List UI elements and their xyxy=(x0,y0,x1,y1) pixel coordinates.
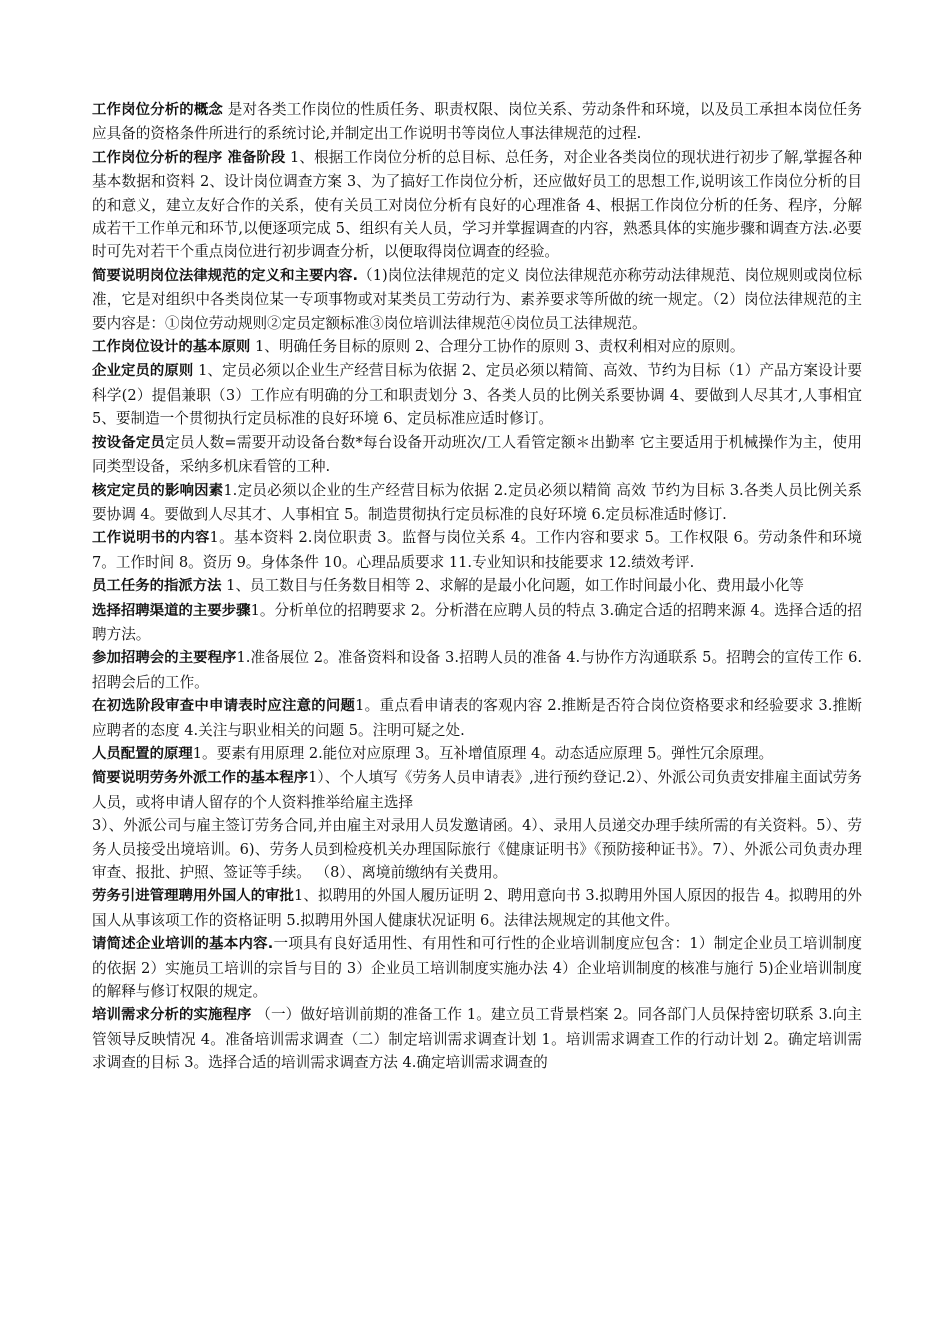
paragraph-text: 1。重点看申请表的客观内容 2.推断是否符合岗位资格要求和经验要求 3.推断应聘者的态度 4.关注与职业相关的问题 5。注明可疑之处. xyxy=(92,697,862,739)
paragraph-job-norms xyxy=(92,264,862,335)
paragraph-text: 1.定员必须以企业的生产经营目标为依据 2.定员必须以精简 高效 节约为目标 3.各类人员比例关系要协调 4。要做到人尽其才、人事相宜 5。制造贯彻执行定员标准的良好环境 6.定员标准适时修订. xyxy=(92,481,862,523)
paragraph-job-fair xyxy=(92,646,862,694)
paragraph-training-needs xyxy=(92,1003,862,1074)
document-body xyxy=(92,98,862,1075)
paragraph-training-content xyxy=(92,932,862,1003)
paragraph-job-design-principles xyxy=(92,335,862,359)
paragraph-text: 1、员工数目与任务数目相等 2、求解的是最小化问题，如工作时间最小化、费用最小化等 xyxy=(221,577,804,595)
paragraph-heading: 劳务引进管理聘用外国人的审批 xyxy=(92,888,294,905)
paragraph-text: （一）做好培训前期的准备工作 1。建立员工背景档案 2。同各部门人员保持密切联系 3.向主管领导反映情况 4。准备培训需求调查（二）制定培训需求调查计划 1。培训需求调查工作的行动计划 2。确定培训需求调查的目标 3。选择合适的培训需求调查方法 4.确定培训需求调查的 xyxy=(92,1006,862,1072)
paragraph-heading: 简要说明岗位法律规范的定义和主要内容. xyxy=(92,267,358,284)
paragraph-text: 定员人数=需要开动设备台数*每台设备开动班次/工人看管定额＊出勤率 它主要适用于机械操作为主，使用同类型设备，采纳多机床看管的工种. xyxy=(92,433,862,476)
paragraph-labor-dispatch xyxy=(92,766,862,884)
paragraph-text: 1。分析单位的招聘要求 2。分析潜在应聘人员的特点 3.确定合适的招聘来源 4。选择合适的招聘方法。 xyxy=(92,601,862,643)
paragraph-heading: 工作岗位分析的程序 准备阶段 xyxy=(92,149,286,166)
paragraph-heading: 参加招聘会的主要程序 xyxy=(92,650,237,667)
paragraph-job-description-content xyxy=(92,526,862,574)
paragraph-heading: 工作岗位设计的基本原则 xyxy=(92,339,251,356)
paragraph-staffing-principles xyxy=(92,359,862,430)
paragraph-allocation-principles xyxy=(92,742,862,766)
paragraph-heading: 培训需求分析的实施程序 xyxy=(92,1007,252,1024)
paragraph-text: 1）、个人填写《劳务人员申请表》,进行预约登记.2）、外派公司负责安排雇主面试劳务人员，或将申请人留存的个人资料推举给雇主选择 3）、外派公司与雇主签订劳务合同,并由雇主对录用人员发邀请函。4）、录用人员递交办理手续所需的有关资料。5）、劳务人员接受出境培训。6)、劳务人员到检疫机关办理国际旅行《健康证明书》《预防接种证书》。7）、外派公司负责办理审查、报批、护照、签证等手续。 （8）、离境前缴纳有关费用。 xyxy=(92,769,862,881)
paragraph-text: 1。基本资料 2.岗位职责 3。监督与岗位关系 4。工作内容和要求 5。工作权限 6。劳动条件和环境 7。工作时间 8。资历 9。身体条件 10。心理品质要求 11.专业知识和技能要求 12.绩效考评. xyxy=(92,529,862,571)
paragraph-job-analysis-concept xyxy=(92,98,862,146)
paragraph-text: 1、明确任务目标的原则 2、合理分工协作的原则 3、责权利相对应的原则。 xyxy=(250,338,745,356)
paragraph-heading: 人员配置的原理 xyxy=(92,745,193,762)
paragraph-heading: 工作岗位分析的概念 xyxy=(92,102,223,118)
paragraph-equipment-staffing xyxy=(92,431,862,479)
paragraph-text: 1。要素有用原理 2.能位对应原理 3。互补增值原理 4。动态适应原理 5。弹性冗余原理。 xyxy=(192,744,774,762)
paragraph-heading: 在初选阶段审查中申请表时应注意的问题 xyxy=(92,698,356,715)
paragraph-heading: 选择招聘渠道的主要步骤 xyxy=(92,602,251,619)
paragraph-heading: 工作说明书的内容 xyxy=(92,530,210,547)
paragraph-heading: 核定定员的影响因素 xyxy=(92,482,224,499)
paragraph-heading: 请简述企业培训的基本内容. xyxy=(92,936,274,953)
paragraph-text: 1、根据工作岗位分析的总目标、总任务，对企业各类岗位的现状进行初步了解,掌握各种基本数据和资料 2、设计岗位调查方案 3、为了搞好工作岗位分析，还应做好员工的思想工作,说明该工作岗位分析的目的和意义，建立友好合作的关系，使有关员工对岗位分析有良好的心理准备 4、根据工作岗位分析的任务、程序，分解成若干工作单元和环节,以便逐项完成 5、组织有关人员，学习并掌握调查的内容，熟悉具体的实施步骤和调查方法.必要时可先对若干个重点岗位进行初步调查分析，以便取得岗位调查的经验。 xyxy=(92,148,862,261)
paragraph-text: 一项具有良好适用性、有用性和可行性的企业培训制度应包含：1）制定企业员工培训制度的依据 2）实施员工培训的宗旨与目的 3）企业员工培训制度实施办法 4）企业培训制度的核准与施行 5)企业培训制度的解释与修订权限的规定。 xyxy=(92,935,862,1001)
paragraph-heading: 按设备定员 xyxy=(92,434,166,451)
paragraph-text: 1.准备展位 2。准备资料和设备 3.招聘人员的准备 4.与协作方沟通联系 5。招聘会的宣传工作 6.招聘会后的工作。 xyxy=(92,649,862,691)
paragraph-text: 1、定员必须以企业生产经营目标为依据 2、定员必须以精简、高效、节约为目标（1）产品方案设计要科学(2）提倡兼职（3）工作应有明确的分工和职责划分 3、各类人员的比例关系要协调 4、要做到人尽其才,人事相宜 5、要制造一个贯彻执行定员标准的良好环境 6、定员标准应适时修订。 xyxy=(92,362,862,428)
paragraph-text: 是对各类工作岗位的性质任务、职责权限、岗位关系、劳动条件和环境，以及员工承担本岗位任务应具备的资格条件所进行的系统讨论,并制定出工作说明书等岗位人事法律规范的过程. xyxy=(92,101,862,143)
paragraph-foreign-hiring xyxy=(92,884,862,932)
paragraph-staffing-factors xyxy=(92,479,862,527)
paragraph-application-screening xyxy=(92,694,862,742)
paragraph-recruitment-channels xyxy=(92,599,862,647)
paragraph-text: （1)岗位法律规范的定义 岗位法律规范亦称劳动法律规范、岗位规则或岗位标准，它是对组织中各类岗位某一专项事物或对某类员工劳动行为、素养要求等所做的统一规定。（2）岗位法律规范的主要内容是：①岗位劳动规则②定员定额标准③岗位培训法律规范④岗位员工法律规范。 xyxy=(92,266,862,332)
paragraph-heading: 企业定员的原则 xyxy=(92,363,194,380)
paragraph-task-assignment xyxy=(92,574,862,598)
paragraph-heading: 简要说明劳务外派工作的基本程序 xyxy=(92,770,309,787)
paragraph-heading: 员工任务的指派方法 xyxy=(92,578,222,595)
paragraph-job-analysis-procedure xyxy=(92,146,862,264)
paragraph-text: 1、拟聘用的外国人履历证明 2、聘用意向书 3.拟聘用外国人原因的报告 4。拟聘用的外国人从事该项工作的资格证明 5.拟聘用外国人健康状况证明 6。法律法规规定的其他文件。 xyxy=(92,887,862,929)
